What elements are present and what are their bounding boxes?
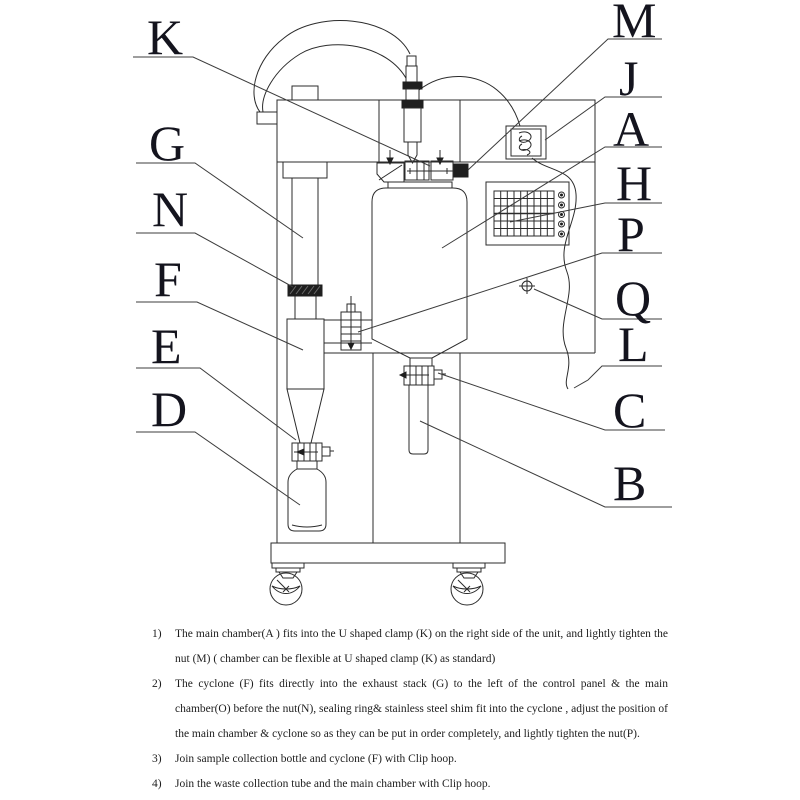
machine-frame bbox=[257, 86, 595, 543]
side-inlet-fitting bbox=[257, 112, 277, 124]
instruction-text: The main chamber(A ) fits into the U shaped clamp (K) on the right side of the unit, and lightly tighten the nut (M) ( chamber can be flexible at U shaped clamp (K) as standard) bbox=[175, 628, 668, 665]
fan-coil-icon bbox=[519, 132, 531, 155]
instruction-text: Join sample collection bottle and cyclone (F) with Clip hoop. bbox=[175, 753, 457, 765]
part-label-n: N bbox=[152, 181, 189, 237]
part-label-a: A bbox=[613, 101, 650, 157]
caster-wheel-left bbox=[270, 563, 304, 605]
part-label-g: G bbox=[149, 115, 186, 171]
waste-collection-tube bbox=[409, 385, 428, 454]
instruction-item bbox=[152, 622, 668, 672]
leader-D bbox=[136, 432, 300, 505]
base-and-casters bbox=[270, 543, 505, 605]
top-fitting bbox=[292, 86, 318, 100]
cyclone bbox=[287, 319, 372, 443]
instruction-item bbox=[152, 672, 668, 747]
part-label-l: L bbox=[618, 316, 649, 372]
instruction-text: Join the waste collection tube and the main chamber with Clip hoop. bbox=[175, 778, 491, 790]
spray-nozzle bbox=[402, 56, 423, 163]
part-labels bbox=[147, 0, 656, 511]
caster-wheel-right bbox=[451, 563, 485, 605]
part-label-p: P bbox=[617, 206, 645, 262]
feed-tubes bbox=[254, 21, 520, 126]
part-label-c: C bbox=[613, 382, 647, 438]
instruction-text: The cyclone (F) fits directly into the exhaust stack (G) to the left of the control panel & the main chamber(O) before the nut(N), sealing ring& stainless steel shim fit into the cyclone , adjust the position of the main chamber & cyclone so as they can be put in order completely, and lightly tighten the nut(P). bbox=[175, 678, 668, 740]
screw-q bbox=[519, 278, 535, 294]
clip-hoop-cyclone bbox=[292, 443, 334, 461]
part-label-m: M bbox=[612, 0, 657, 48]
panel-buttons[interactable] bbox=[559, 192, 565, 237]
instruction-number: 3) bbox=[152, 753, 162, 765]
part-label-j: J bbox=[619, 50, 639, 106]
instruction-item bbox=[152, 772, 668, 797]
main-chamber bbox=[372, 188, 467, 366]
leader-lines bbox=[133, 39, 672, 507]
base-plate bbox=[271, 543, 505, 563]
part-label-d: D bbox=[151, 381, 188, 437]
part-label-k: K bbox=[147, 9, 184, 65]
part-label-f: F bbox=[154, 251, 182, 307]
instruction-number: 1) bbox=[152, 628, 162, 640]
part-label-e: E bbox=[151, 318, 182, 374]
part-label-b: B bbox=[613, 455, 647, 511]
instruction-number: 2) bbox=[152, 678, 162, 690]
instruction-item bbox=[152, 747, 668, 772]
nut-m bbox=[454, 164, 468, 177]
heater-blower bbox=[506, 126, 546, 159]
nut-p bbox=[341, 296, 361, 350]
instruction-number: 4) bbox=[152, 778, 162, 790]
clip-hoop-chamber bbox=[400, 366, 446, 385]
part-label-h: H bbox=[616, 155, 653, 211]
assembly-instructions bbox=[152, 622, 668, 797]
part-label-q: Q bbox=[615, 270, 652, 326]
sample-collection-bottle bbox=[288, 461, 326, 531]
